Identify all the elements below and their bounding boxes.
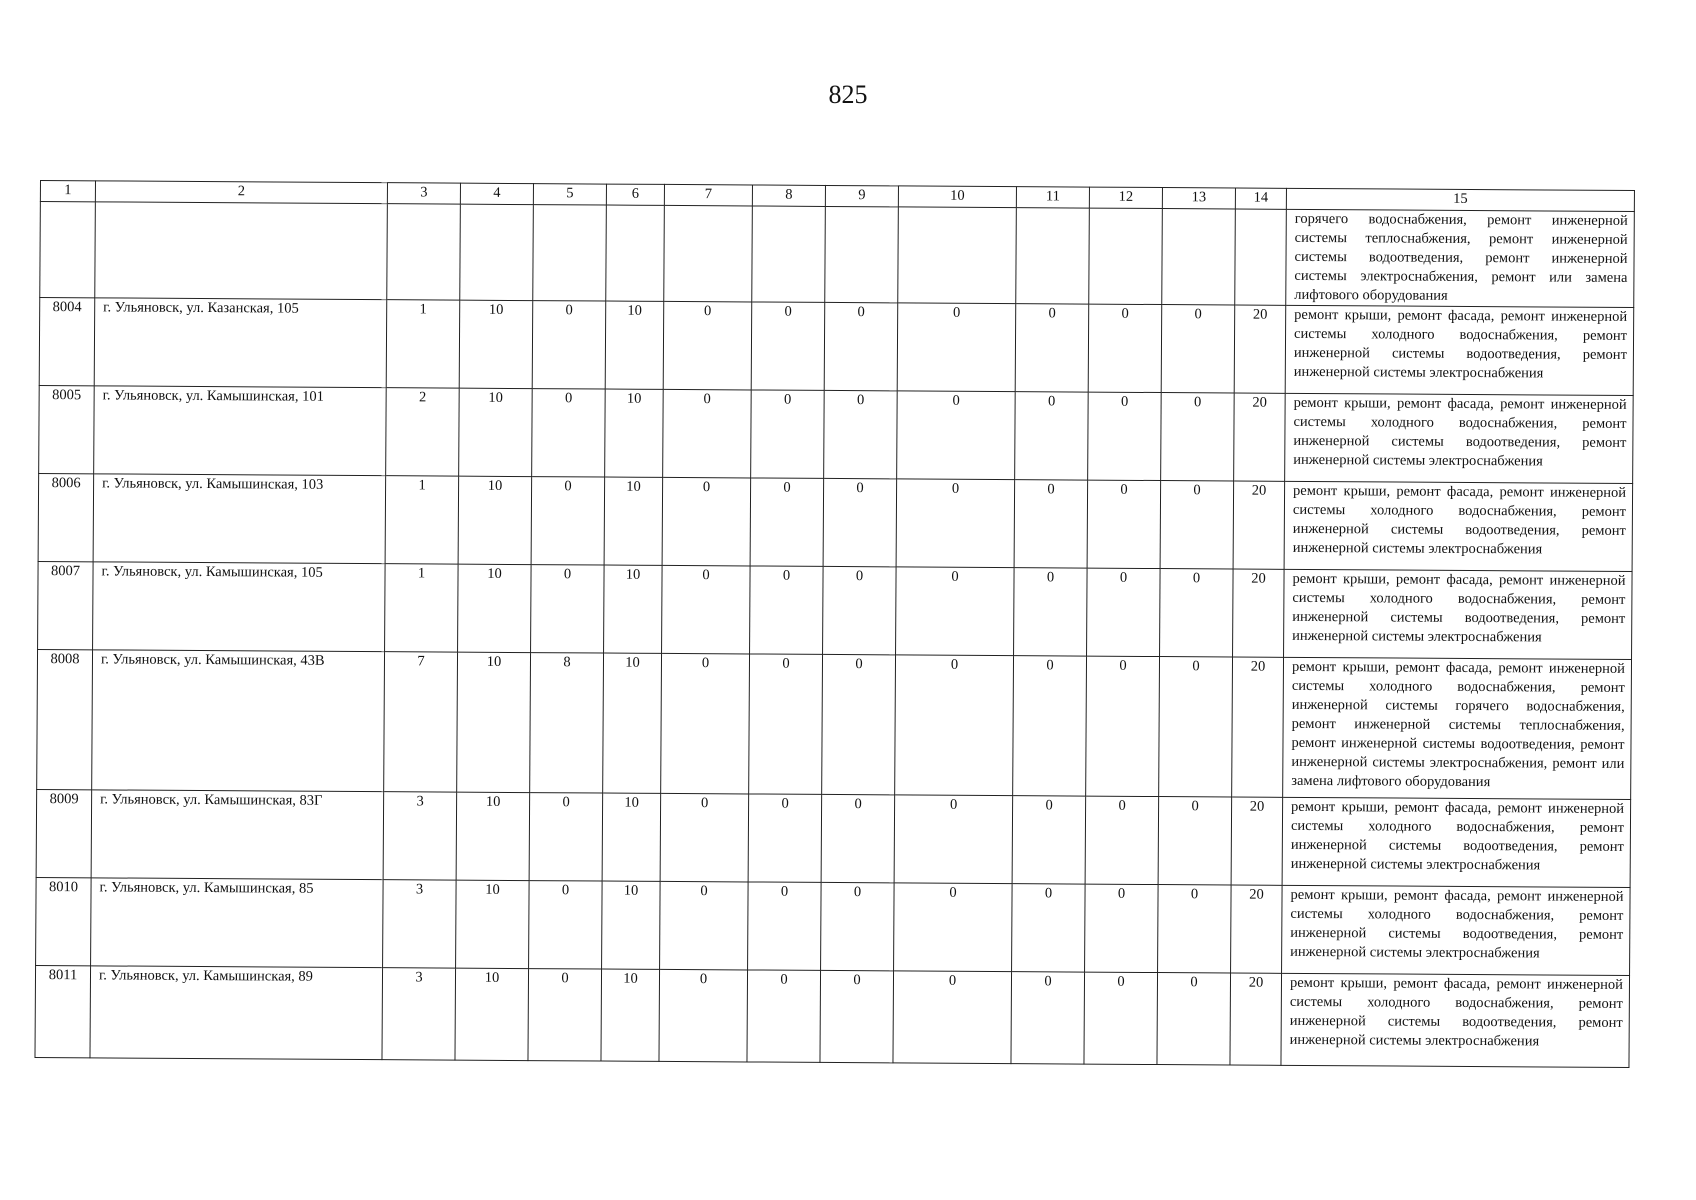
value-cell-col-3: 3: [382, 968, 456, 1060]
value-cell-col-3: 3: [383, 880, 457, 968]
value-cell-col-10: 0: [894, 795, 1013, 884]
column-header-2: 2: [95, 181, 387, 204]
column-header-13: 13: [1162, 188, 1235, 209]
value-cell-col-13: [1162, 209, 1236, 305]
value-cell-col-3: 1: [385, 476, 459, 564]
value-cell-col-7: 0: [662, 565, 751, 654]
value-cell-col-4: [460, 204, 534, 300]
column-header-10: 10: [898, 186, 1016, 208]
value-cell-col-4: 10: [456, 880, 530, 968]
value-cell-col-14: 20: [1231, 797, 1283, 885]
value-cell-col-6: 10: [602, 881, 661, 969]
row-id-cell: 8009: [36, 789, 92, 877]
value-cell-col-7: 0: [663, 301, 752, 390]
value-cell-col-12: [1089, 208, 1163, 304]
value-cell-col-10: 0: [893, 971, 1012, 1064]
row-id-cell: 8006: [38, 473, 94, 561]
value-cell-col-5: 0: [529, 881, 603, 969]
value-cell-col-12: 0: [1088, 304, 1162, 392]
table-row: [36, 789, 1631, 887]
value-cell-col-7: 0: [660, 881, 749, 970]
value-cell-col-14: 20: [1234, 305, 1286, 393]
value-cell-col-14: 20: [1230, 973, 1282, 1065]
value-cell-col-9: 0: [824, 302, 898, 390]
value-cell-col-13: 0: [1160, 569, 1234, 657]
row-id-cell: 8011: [35, 965, 91, 1057]
column-header-15: 15: [1286, 188, 1634, 211]
table-row: [40, 202, 1635, 308]
value-cell-col-12: 0: [1085, 884, 1159, 972]
value-cell-col-8: [752, 206, 826, 302]
value-cell-col-6: 10: [602, 793, 661, 881]
value-cell-col-11: 0: [1014, 568, 1088, 656]
value-cell-col-8: 0: [748, 794, 822, 882]
repair-works-cell: ремонт крыши, ремонт фасада, ремонт инженерной системы холодного водоснабжения, ремонт инженерной системы водоотведения, ремонт инженерной системы электроснабжения: [1285, 305, 1634, 395]
address-cell: г. Ульяновск, ул. Камышинская, 43В: [92, 650, 385, 792]
value-cell-col-10: 0: [897, 303, 1016, 392]
repair-works-cell: ремонт крыши, ремонт фасада, ремонт инженерной системы холодного водоснабжения, ремонт инженерной системы водоотведения, ремонт инженерной системы электроснабжения: [1282, 797, 1631, 887]
value-cell-col-3: 1: [385, 564, 459, 652]
value-cell-col-8: 0: [748, 882, 822, 970]
table-row: [36, 877, 1631, 975]
value-cell-col-12: 0: [1085, 796, 1159, 884]
value-cell-col-9: 0: [821, 794, 895, 882]
value-cell-col-7: 0: [661, 653, 750, 794]
column-header-6: 6: [606, 184, 664, 205]
value-cell-col-12: 0: [1088, 392, 1162, 480]
address-cell: г. Ульяновск, ул. Казанская, 105: [94, 298, 387, 388]
value-cell-col-4: 10: [457, 652, 531, 792]
value-cell-col-11: 0: [1011, 972, 1085, 1064]
value-cell-col-10: 0: [896, 567, 1015, 656]
repair-works-cell: ремонт крыши, ремонт фасада, ремонт инженерной системы холодного водоснабжения, ремонт инженерной системы водоотведения, ремонт инженерной системы электроснабжения: [1285, 393, 1634, 483]
value-cell-col-5: 0: [532, 389, 606, 477]
value-cell-col-13: 0: [1157, 973, 1231, 1065]
table-row: [39, 385, 1634, 483]
value-cell-col-7: 0: [659, 969, 748, 1062]
column-header-14: 14: [1235, 188, 1286, 209]
value-cell-col-3: 1: [386, 300, 460, 388]
column-header-3: 3: [387, 183, 460, 204]
address-cell: г. Ульяновск, ул. Камышинская, 89: [90, 966, 383, 1060]
page-number: 825: [828, 80, 868, 109]
repair-works-cell: ремонт крыши, ремонт фасада, ремонт инженерной системы холодного водоснабжения, ремонт инженерной системы водоотведения, ремонт инженерной системы электроснабжения: [1284, 481, 1633, 571]
value-cell-col-4: 10: [458, 476, 532, 564]
capital-repair-table: [34, 180, 1634, 1068]
value-cell-col-9: 0: [822, 654, 896, 794]
table-row: [38, 473, 1633, 571]
value-cell-col-13: 0: [1160, 481, 1234, 569]
value-cell-col-3: [387, 204, 461, 300]
value-cell-col-11: 0: [1014, 480, 1088, 568]
value-cell-col-7: 0: [660, 793, 749, 882]
value-cell-col-4: 10: [459, 300, 533, 388]
value-cell-col-9: [825, 206, 899, 302]
column-header-12: 12: [1089, 187, 1162, 208]
column-header-8: 8: [752, 185, 825, 206]
value-cell-col-9: 0: [820, 970, 894, 1062]
value-cell-col-4: 10: [456, 792, 530, 880]
value-cell-col-10: 0: [895, 655, 1014, 796]
value-cell-col-14: 20: [1232, 657, 1284, 797]
value-cell-col-9: 0: [821, 882, 895, 970]
value-cell-col-14: [1235, 209, 1287, 305]
value-cell-col-13: 0: [1159, 657, 1233, 797]
row-id-cell: 8005: [39, 385, 95, 473]
value-cell-col-5: 0: [529, 793, 603, 881]
value-cell-col-6: 10: [601, 969, 660, 1061]
value-cell-col-3: 7: [384, 652, 458, 792]
column-header-5: 5: [533, 184, 606, 205]
column-header-9: 9: [825, 185, 898, 206]
value-cell-col-5: 8: [530, 653, 604, 793]
value-cell-col-6: 10: [603, 653, 662, 793]
column-header-4: 4: [460, 183, 533, 204]
value-cell-col-7: 0: [662, 477, 751, 566]
value-cell-col-10: 0: [897, 391, 1016, 480]
row-id-cell: 8010: [36, 877, 92, 965]
value-cell-col-4: 10: [458, 564, 532, 652]
value-cell-col-11: 0: [1012, 884, 1086, 972]
value-cell-col-3: 3: [383, 792, 457, 880]
value-cell-col-4: 10: [455, 968, 529, 1060]
value-cell-col-9: 0: [823, 478, 897, 566]
repair-works-cell: горячего водоснабжения, ремонт инженерной системы теплоснабжения, ремонт инженерной системы водоотведения, ремонт инженерной системы электроснабжения, ремонт или замена лифтового оборудования: [1286, 209, 1635, 307]
address-cell: г. Ульяновск, ул. Камышинская, 83Г: [91, 790, 384, 880]
value-cell-col-11: 0: [1015, 304, 1089, 392]
value-cell-col-6: 10: [604, 565, 663, 653]
row-id-cell: 8004: [39, 298, 95, 386]
value-cell-col-7: 0: [663, 389, 752, 478]
value-cell-col-10: [898, 207, 1017, 304]
table-row: [35, 965, 1630, 1067]
table-row: [39, 298, 1634, 396]
value-cell-col-10: 0: [896, 479, 1015, 568]
address-cell: г. Ульяновск, ул. Камышинская, 103: [93, 474, 386, 564]
value-cell-col-12: 0: [1086, 656, 1160, 796]
value-cell-col-14: 20: [1234, 393, 1286, 481]
value-cell-col-12: 0: [1087, 480, 1161, 568]
value-cell-col-9: 0: [823, 566, 897, 654]
value-cell-col-5: [533, 205, 607, 301]
address-cell: г. Ульяновск, ул. Камышинская, 105: [93, 562, 386, 652]
repair-works-cell: ремонт крыши, ремонт фасада, ремонт инженерной системы холодного водоснабжения, ремонт инженерной системы горячего водоснабжения, ремонт инженерной системы теплоснабжения, ремонт инженерной системы водоотведения, ремонт инженерной системы электроснабжения, ремонт или замена лифтового оборудования: [1283, 657, 1632, 799]
value-cell-col-8: 0: [750, 478, 824, 566]
value-cell-col-14: 20: [1231, 885, 1283, 973]
value-cell-col-8: 0: [751, 302, 825, 390]
value-cell-col-11: 0: [1015, 392, 1089, 480]
address-cell: г. Ульяновск, ул. Камышинская, 85: [91, 878, 384, 968]
table-row: [38, 561, 1633, 659]
value-cell-col-5: 0: [531, 565, 605, 653]
table-row: [37, 649, 1632, 799]
value-cell-col-9: 0: [824, 390, 898, 478]
value-cell-col-13: 0: [1161, 305, 1235, 393]
value-cell-col-12: 0: [1084, 972, 1158, 1064]
value-cell-col-11: 0: [1013, 656, 1087, 796]
value-cell-col-7: [664, 205, 753, 302]
value-cell-col-4: 10: [459, 388, 533, 476]
value-cell-col-11: [1016, 208, 1090, 304]
row-id-cell: [40, 202, 96, 298]
repair-works-cell: ремонт крыши, ремонт фасада, ремонт инженерной системы холодного водоснабжения, ремонт инженерной системы водоотведения, ремонт инженерной системы электроснабжения: [1281, 973, 1630, 1067]
address-cell: [95, 202, 388, 300]
column-header-11: 11: [1016, 187, 1089, 208]
value-cell-col-5: 0: [532, 301, 606, 389]
column-header-7: 7: [664, 184, 752, 206]
value-cell-col-8: 0: [747, 970, 821, 1062]
value-cell-col-6: 10: [605, 301, 664, 389]
value-cell-col-3: 2: [386, 388, 460, 476]
value-cell-col-14: 20: [1233, 481, 1285, 569]
value-cell-col-8: 0: [750, 566, 824, 654]
value-cell-col-5: 0: [531, 477, 605, 565]
value-cell-col-13: 0: [1161, 393, 1235, 481]
address-cell: г. Ульяновск, ул. Камышинская, 101: [94, 386, 387, 476]
repair-works-cell: ремонт крыши, ремонт фасада, ремонт инженерной системы холодного водоснабжения, ремонт инженерной системы водоотведения, ремонт инженерной системы электроснабжения: [1284, 569, 1633, 659]
value-cell-col-6: [606, 205, 665, 301]
value-cell-col-12: 0: [1087, 568, 1161, 656]
value-cell-col-6: 10: [605, 389, 664, 477]
repair-works-cell: ремонт крыши, ремонт фасада, ремонт инженерной системы холодного водоснабжения, ремонт инженерной системы водоотведения, ремонт инженерной системы электроснабжения: [1282, 885, 1631, 975]
value-cell-col-10: 0: [894, 883, 1013, 972]
value-cell-col-14: 20: [1233, 569, 1285, 657]
row-id-cell: 8008: [37, 649, 93, 789]
value-cell-col-13: 0: [1158, 797, 1232, 885]
value-cell-col-8: 0: [749, 654, 823, 794]
value-cell-col-13: 0: [1158, 885, 1232, 973]
value-cell-col-11: 0: [1012, 796, 1086, 884]
row-id-cell: 8007: [38, 561, 94, 649]
value-cell-col-6: 10: [604, 477, 663, 565]
value-cell-col-8: 0: [751, 390, 825, 478]
value-cell-col-5: 0: [528, 969, 602, 1061]
column-header-1: 1: [40, 181, 95, 202]
